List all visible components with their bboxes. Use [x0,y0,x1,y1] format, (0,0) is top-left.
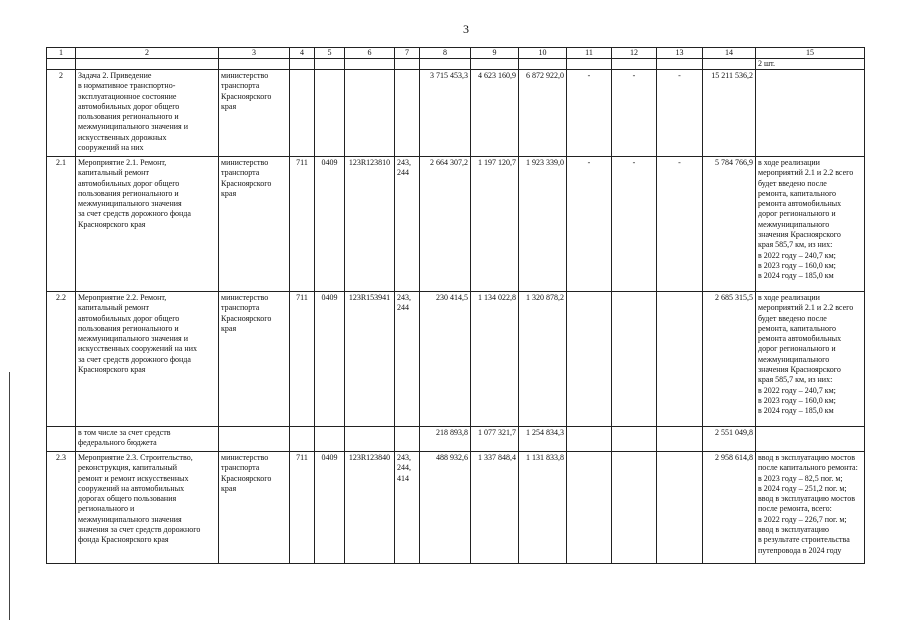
row-y2023: 1 077 321,7 [471,427,519,452]
row-c12 [612,292,657,427]
row-c5: 0409 [315,292,345,427]
row-c4: 711 [290,157,315,292]
row-c4 [290,427,315,452]
row-c4: 711 [290,292,315,427]
row-number: 2 [47,70,76,157]
table-row [47,452,865,564]
column-header: 9 [471,48,519,59]
column-header: 4 [290,48,315,59]
row-executor: министерство транспорта Красноярского края [219,70,290,157]
table-row [47,292,865,427]
row-c4 [290,70,315,157]
page-number: 3 [463,22,469,36]
column-header: 7 [395,48,420,59]
column-header-row [47,48,865,59]
column-header: 6 [345,48,395,59]
row-y2023: 4 623 160,9 [471,70,519,157]
continuation-row [47,59,865,70]
row-y2024: 1 131 833,8 [519,452,567,564]
row-y2022: 230 414,5 [420,292,471,427]
row-number [47,427,76,452]
row-total: 15 211 536,2 [703,70,756,157]
row-c7 [395,70,420,157]
row-total: 2 685 315,5 [703,292,756,427]
row-total: 5 784 766,9 [703,157,756,292]
row-y2024: 1 320 878,2 [519,292,567,427]
row-c6: 123R123810 [345,157,395,292]
row-c11: - [567,70,612,157]
column-header: 2 [76,48,219,59]
row-c6 [345,427,395,452]
row-c13 [657,292,703,427]
row-name: Задача 2. Приведение в нормативное транспортно- эксплуатационное состояние автомобильных дорог общего пользования регионального и межмуниципального значения и искусственных дорожных сооружений на них [76,70,219,157]
row-c11 [567,427,612,452]
row-name: в том числе за счет средств федерального бюджета [76,427,219,452]
row-c12 [612,427,657,452]
column-header: 5 [315,48,345,59]
row-result [756,427,865,452]
row-result: в ходе реализации мероприятий 2.1 и 2.2 всего будет введено после ремонта, капитального ремонта автомобильных дорог регионального и межмуниципального значения Красноярского края 585,7 км, из них: в 2022 году – 240,7 км; в 2023 году – 160,0 км; в 2024 году – 185,0 км [756,157,865,292]
row-number: 2.1 [47,157,76,292]
row-executor: министерство транспорта Красноярского края [219,157,290,292]
row-c4: 711 [290,452,315,564]
row-c13 [657,452,703,564]
row-c12 [612,452,657,564]
column-header: 1 [47,48,76,59]
row-number: 2.3 [47,452,76,564]
row-name: Мероприятие 2.2. Ремонт, капитальный ремонт автомобильных дорог общего пользования регионального и межмуниципального значения и искусственных сооружений на них за счет средств дорожного фонда Красноярского края [76,292,219,427]
row-c7: 243, 244, 414 [395,452,420,564]
column-header: 15 [756,48,865,59]
row-c6 [345,70,395,157]
row-y2022: 2 664 307,2 [420,157,471,292]
column-header: 11 [567,48,612,59]
column-header: 3 [219,48,290,59]
column-header: 14 [703,48,756,59]
row-name: Мероприятие 2.1. Ремонт, капитальный ремонт автомобильных дорог общего пользования регионального и межмуниципального значения за счет средств дорожного фонда Красноярского края [76,157,219,292]
row-total: 2 551 049,8 [703,427,756,452]
row-c7 [395,427,420,452]
row-y2023: 1 337 848,4 [471,452,519,564]
row-c13: - [657,157,703,292]
row-y2024: 6 872 922,0 [519,70,567,157]
row-c7: 243, 244 [395,292,420,427]
row-c5 [315,427,345,452]
row-c11 [567,292,612,427]
row-number: 2.2 [47,292,76,427]
row-result: в ходе реализации мероприятий 2.1 и 2.2 всего будет введено после ремонта, капитального ремонта автомобильных дорог регионального и межмуниципального значения Красноярского края 585,7 км, из них: в 2022 году – 240,7 км; в 2023 году – 160,0 км; в 2024 году – 185,0 км [756,292,865,427]
row-c5: 0409 [315,452,345,564]
row-y2023: 1 134 022,8 [471,292,519,427]
row-c13: - [657,70,703,157]
row-y2024: 1 923 339,0 [519,157,567,292]
row-y2022: 218 893,8 [420,427,471,452]
table-row [47,427,865,452]
row-y2022: 488 932,6 [420,452,471,564]
row-executor: министерство транспорта Красноярского края [219,452,290,564]
row-y2023: 1 197 120,7 [471,157,519,292]
row-c11 [567,452,612,564]
row-c6: 123R123840 [345,452,395,564]
row-c12: - [612,70,657,157]
row-c7: 243, 244 [395,157,420,292]
row-result [756,70,865,157]
column-header: 13 [657,48,703,59]
row-result: ввод в эксплуатацию мостов после капитального ремонта: в 2023 году – 82,5 пог. м; в 2024 году – 251,2 пог. м; ввод в эксплуатацию мостов после ремонта, всего: в 2022 году – 226,7 пог. м; ввод в эксплуатацию в результате строительства путепровода в 2024 году [756,452,865,564]
continuation-note: 2 шт. [756,59,865,70]
row-c5: 0409 [315,157,345,292]
row-c12: - [612,157,657,292]
row-y2022: 3 715 453,3 [420,70,471,157]
row-name: Мероприятие 2.3. Строительство, реконструкция, капитальный ремонт и ремонт искусственных сооружений на автомобильных дорогах общего пользования регионального и межмуниципального значения значения за счет средств дорожного фонда Красноярского края [76,452,219,564]
column-header: 8 [420,48,471,59]
column-header: 10 [519,48,567,59]
row-c11: - [567,157,612,292]
row-c13 [657,427,703,452]
column-header: 12 [612,48,657,59]
program-table [46,47,865,564]
row-executor [219,427,290,452]
row-total: 2 958 614,8 [703,452,756,564]
margin-line [9,372,10,620]
table-row [47,157,865,292]
row-y2024: 1 254 834,3 [519,427,567,452]
row-c5 [315,70,345,157]
row-c6: 123R153941 [345,292,395,427]
row-executor: министерство транспорта Красноярского края [219,292,290,427]
table-row [47,70,865,157]
